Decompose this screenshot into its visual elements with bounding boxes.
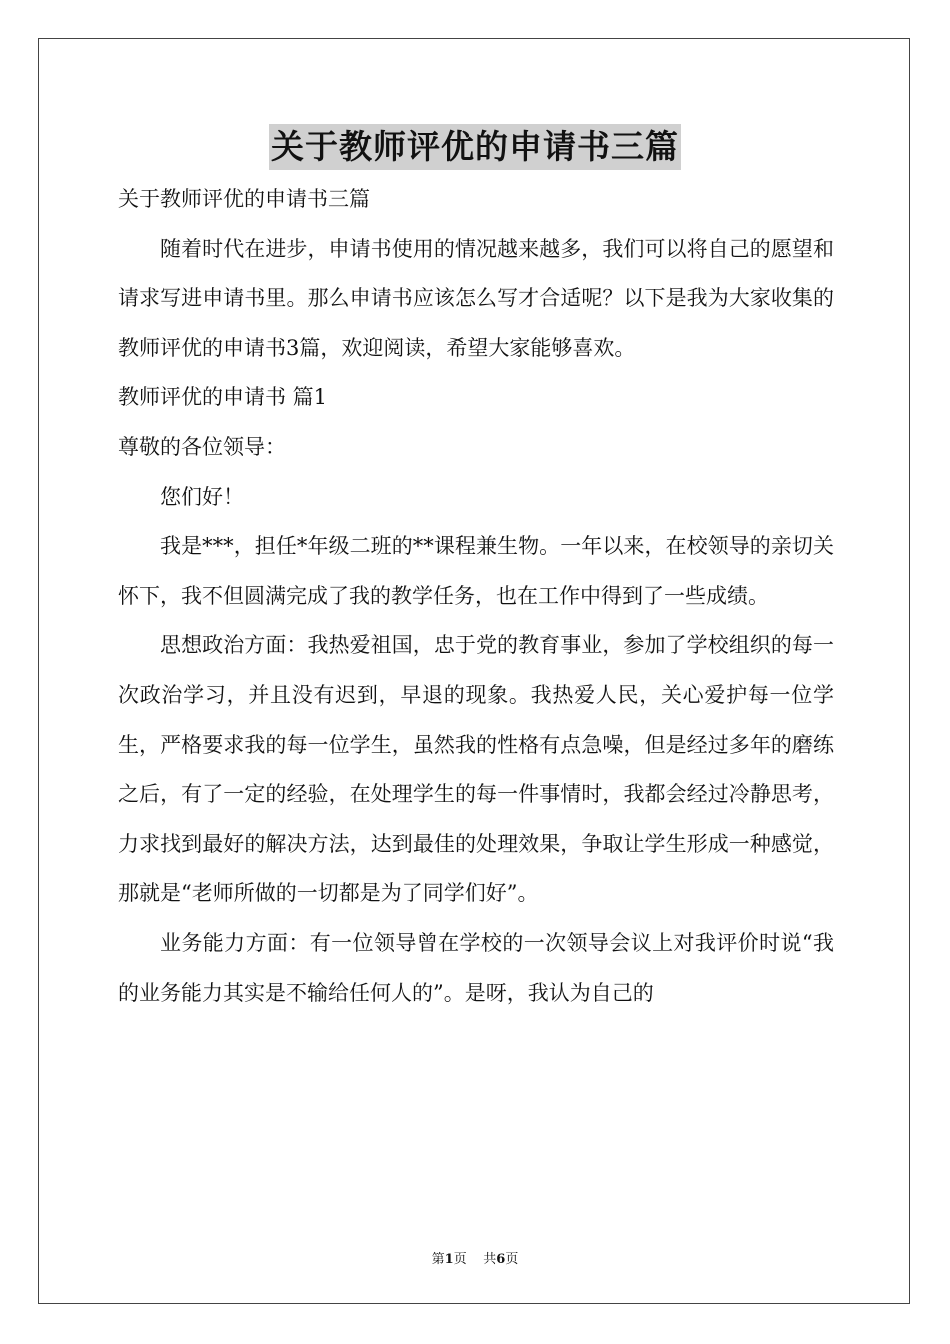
title-container — [0, 124, 950, 170]
paragraph: 尊敬的各位领导： — [118, 434, 286, 459]
paragraph: 业务能力方面：有一位领导曾在学校的一次领导会议上对我评价时说“我的业务能力其实是不输给任何人的”。是呀，我认为自己的 — [118, 930, 834, 1005]
paragraph: 随着时代在进步，申请书使用的情况越来越多，我们可以将自己的愿望和请求写进申请书里。那么申请书应该怎么写才合适呢？以下是我为大家收集的教师评优的申请书3篇，欢迎阅读，希望大家能够喜欢。 — [118, 236, 834, 360]
footer-page-prefix: 第 — [431, 1252, 445, 1267]
paragraph: 关于教师评优的申请书三篇 — [118, 187, 370, 211]
page-footer — [0, 1248, 950, 1267]
document-body — [118, 175, 834, 1018]
footer-total-prefix: 共 — [483, 1252, 497, 1267]
footer-page-suffix: 页 — [453, 1252, 467, 1267]
footer-page-number: 1 — [444, 1252, 454, 1267]
paragraph: 您们好！ — [160, 484, 244, 509]
document-title: 关于教师评优的申请书三篇 — [269, 124, 681, 170]
paragraph: 我是***，担任*年级二班的**课程兼生物。一年以来，在校领导的亲切关怀下，我不但圆满完成了我的教学任务，也在工作中得到了一些成绩。 — [118, 534, 834, 608]
paragraph: 教师评优的申请书 篇1 — [118, 385, 328, 410]
footer-total-pages: 6 — [496, 1252, 506, 1267]
footer-total-suffix: 页 — [505, 1252, 519, 1267]
paragraph: 思想政治方面：我热爱祖国，忠于党的教育事业，参加了学校组织的每一次政治学习，并且没有迟到，早退的现象。我热爱人民，关心爱护每一位学生，严格要求我的每一位学生，虽然我的性格有点急噪，但是经过多年的磨练之后，有了一定的经验，在处理学生的每一件事情时，我都会经过冷静思考，力求找到最好的解决方法，达到最佳的处理效果，争取让学生形成一种感觉，那就是“老师所做的一切都是为了同学们好”。 — [118, 633, 834, 906]
